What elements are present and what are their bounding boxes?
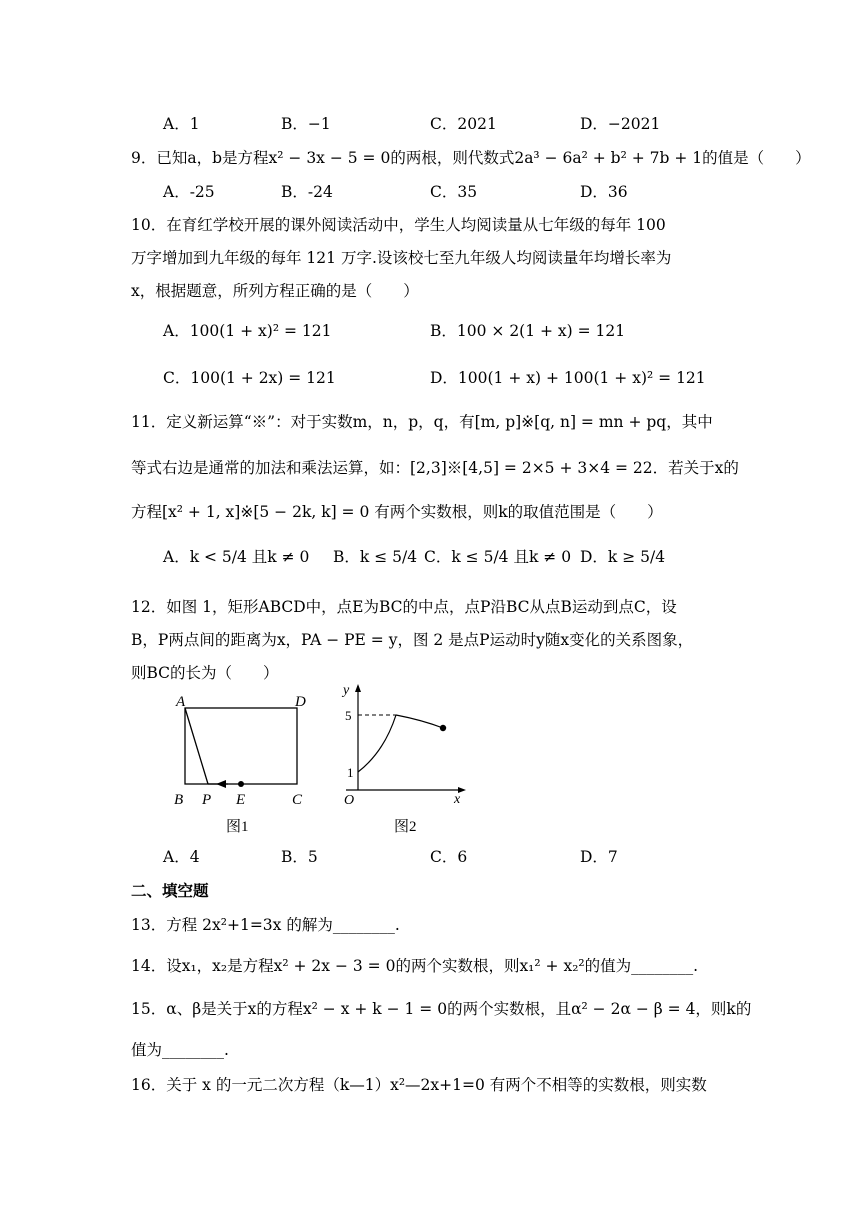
q15-line-1: 15．α、β是关于x的方程x² − x + k − 1 = 0的两个实数根，且α² − 2α − β = 4，则k的 [131, 1000, 752, 1018]
q12-line-1: 12．如图 1，矩形ABCD中，点E为BC的中点，点P沿BC从点B运动到点C，设 [131, 598, 677, 616]
q12-option-b: B．5 [281, 848, 318, 866]
q9-option-d: D．36 [580, 183, 628, 201]
fig2-tick-5: 5 [345, 708, 352, 723]
q11-line-1: 11．定义新运算“※”：对于实数m，n，p，q，有[m, p]※[q, n] = mn + pq，其中 [131, 413, 713, 431]
q12-line-2: B，P两点间的距离为x，PA − PE = y，图 2 是点P运动时y随x变化的关系图象， [131, 631, 694, 649]
q15-line-2: 值为________. [131, 1041, 229, 1059]
q11-option-d: D．k ≥ 5/4 [580, 548, 666, 566]
fig1-caption: 图1 [226, 819, 249, 835]
q12-option-d: D．7 [580, 848, 618, 866]
fig2-axis-y: y [343, 683, 350, 698]
fig1-label-a: A [176, 694, 186, 710]
q9-option-b: B．-24 [281, 183, 333, 201]
q16-line-1: 16．关于 x 的一元二次方程（k—1）x²—2x+1=0 有两个不相等的实数根，则实数 [131, 1076, 707, 1094]
q10-option-c: C．100(1 + 2x) = 121 [163, 369, 336, 387]
q9-option-c: C．35 [430, 183, 478, 201]
fig1-label-d: D [295, 694, 306, 710]
q11-option-a: A．k < 5/4 且k ≠ 0 [163, 548, 310, 566]
fig1-label-p: P [202, 792, 212, 808]
q11-line-3: 方程[x² + 1, x]※[5 − 2k, k] = 0 有两个实数根，则k的取值范围是（ ） [131, 503, 663, 521]
q8-option-c: C．2021 [430, 115, 497, 133]
q12-option-a: A．4 [163, 848, 200, 866]
q8-option-b: B．−1 [281, 115, 331, 133]
q10-option-a: A．100(1 + x)² = 121 [163, 322, 332, 340]
q12-line-3: 则BC的长为（ ） [131, 664, 279, 682]
section-title-fill-in: 二、填空题 [131, 882, 209, 900]
q10-option-b: B．100 × 2(1 + x) = 121 [430, 322, 626, 340]
figure-1 [168, 686, 318, 836]
q9-stem: 9．已知a，b是方程x² − 3x − 5 = 0的两根，则代数式2a³ − 6a² + b² + 7b + 1的值是（ ） [131, 149, 811, 167]
q9-option-a: A．-25 [163, 183, 215, 201]
fig1-label-c: C [292, 792, 303, 808]
q13: 13．方程 2x²+1=3x 的解为________. [131, 916, 400, 934]
q10-line-2: 万字增加到九年级的每年 121 万字.设该校七至九年级人均阅读量年均增长率为 [131, 249, 672, 267]
q11-option-c: C．k ≤ 5/4 且k ≠ 0 [424, 548, 572, 566]
fig1-label-e: E [236, 792, 246, 808]
q10-line-3: x，根据题意，所列方程正确的是（ ） [131, 282, 419, 300]
fig2-axis-x: x [454, 792, 461, 807]
q12-option-c: C．6 [430, 848, 468, 866]
q8-option-d: D．−2021 [580, 115, 661, 133]
q10-line-1: 10．在育红学校开展的课外阅读活动中，学生人均阅读量从七年级的每年 100 [131, 216, 666, 234]
q14: 14．设x₁，x₂是方程x² + 2x − 3 = 0的两个实数根，则x₁² + x₂²的值为________. [131, 957, 699, 975]
q8-option-a: A．1 [163, 115, 200, 133]
q10-option-d: D．100(1 + x) + 100(1 + x)² = 121 [430, 369, 706, 387]
fig2-origin: O [344, 793, 355, 808]
fig2-caption: 图2 [394, 819, 417, 835]
figure-2 [336, 680, 476, 836]
fig1-label-b: B [174, 792, 184, 808]
q11-option-b: B．k ≤ 5/4 [333, 548, 418, 566]
q11-line-2: 等式右边是通常的加法和乘法运算，如：[2,3]※[4,5] = 2×5 + 3×4 = 22．若关于x的 [131, 459, 739, 477]
fig2-tick-1: 1 [347, 765, 354, 780]
